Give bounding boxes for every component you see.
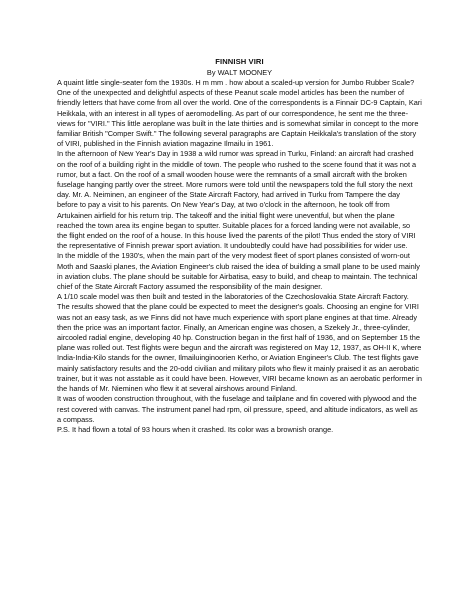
body-paragraph: In the middle of the 1930's, when the main part of the very modest fleet of sport planes consisted of worn-out Moth and Saaski planes, the Aviation Engineer's club raised the idea of building a small plane to be used mainly in aviation clubs. The plane should be suitable for Airbatisa, easy to build, and cheap to maintain. The technical chief of the State Aircraft Factory assumed the responsibility of the main designer. bbox=[57, 251, 420, 292]
body-paragraph: In the afternoon of New Year's Day in 1938 a wild rumor was spread in Turku, Finland: an aircraft had crashed on the roof of a building right in the middle of town. The people who rushed to the scene found that it was not a rumor, but a fact. On the roof of a small wooden house were the remnants of a small aircraft with the broken fuselage hanging partly over the street. More rumors were told until the newspapers told the full story the next day. Mr. A. Neiminen, an engineer of the State Aircraft Factory, had arrived in Turku from Tampere the day before to pay a visit to his parents. On New Year's Day, at two o'clock in the afternoon, he took off from Artukainen airfield for his return trip. The takeoff and the initial flight were uneventful, but when the plane reached the town area its engine began to sputter. Suitable places for a forced landing were not available, so the flight ended on the roof of a house. In this house lived the parents of the pilot! Thus ended the story of VIRI the representative of Finnish prewar sport aviation. It undoubtedly could have had possibilities for wider use. bbox=[57, 149, 417, 251]
article-title: FINNISH VIRI bbox=[215, 57, 264, 66]
article-byline: By WALT MOONEY bbox=[206, 68, 273, 77]
body-paragraph: It was of wooden construction throughout, with the fuselage and tailplane and fin covered with plywood and the rest covered with canvas. The instrument panel had rpm, oil pressure, speed, and altitude indicators, as well as a compass. bbox=[57, 394, 418, 424]
body-paragraph: A quaint little single-seater fom the 1930s. H m mm . how about a scaled-up version for Jumbo Rubber Scale? bbox=[57, 78, 415, 87]
body-paragraph: A 1/10 scale model was then built and tested in the laboratories of the Czechoslovakia State Aircraft Factory. The results showed that the plane could be expected to meet the designer's goals. Choosing an engine for VIRI was not an easy task, as we Finns did not have much experience with sport plane engines at that time. Already then the price was an important factor. Finally, an American engine was chosen, a Szekely Jr., three-cylinder, aircooled radial engine, developing 40 hp. Construction began in the first half of 1936, and on September 15 the plane was rolled out. Test flights were begun and the aircraft was registered on May 12, 1937, as OH-II K, where India-India-Kilo stands for the owner, Ilmailuinginoorien Kerho, or Aviation Engineer's Club. The test flights gave mainly satisfactory results and the 20-odd civilian and military pilots who flew it mainly praised it as an aerobatic trainer, but it was not asstable as it could have been. However, VIRI became known as an aerobatic performer in the hands of Mr. Nieminen who flew it at several airshows around Finland. bbox=[57, 292, 422, 394]
body-paragraph: P.S. It had flown a total of 93 hours when it crashed. Its color was a brownish orange. bbox=[57, 424, 334, 434]
body-paragraph: One of the unexpected and delightful aspects of these Peanut scale model articles has been the number of friendly letters that have come from all over the world. One of the correspondents is a Finnair DC-9 Captain, Kari Heikkala, with an interest in all types of aeromodelling. As part of our correspondence, he sent me the three-views for "VIRI." This little aeroplane was built in the late thirties and is somewhat similar in concept to the more familiar British "Comper Swift." The following several paragraphs are Captain Heikkala's translation of the story of VIRI, published in the Finnish aviation magazine Ilmailu in 1961. bbox=[57, 88, 422, 149]
article-body bbox=[57, 78, 422, 435]
